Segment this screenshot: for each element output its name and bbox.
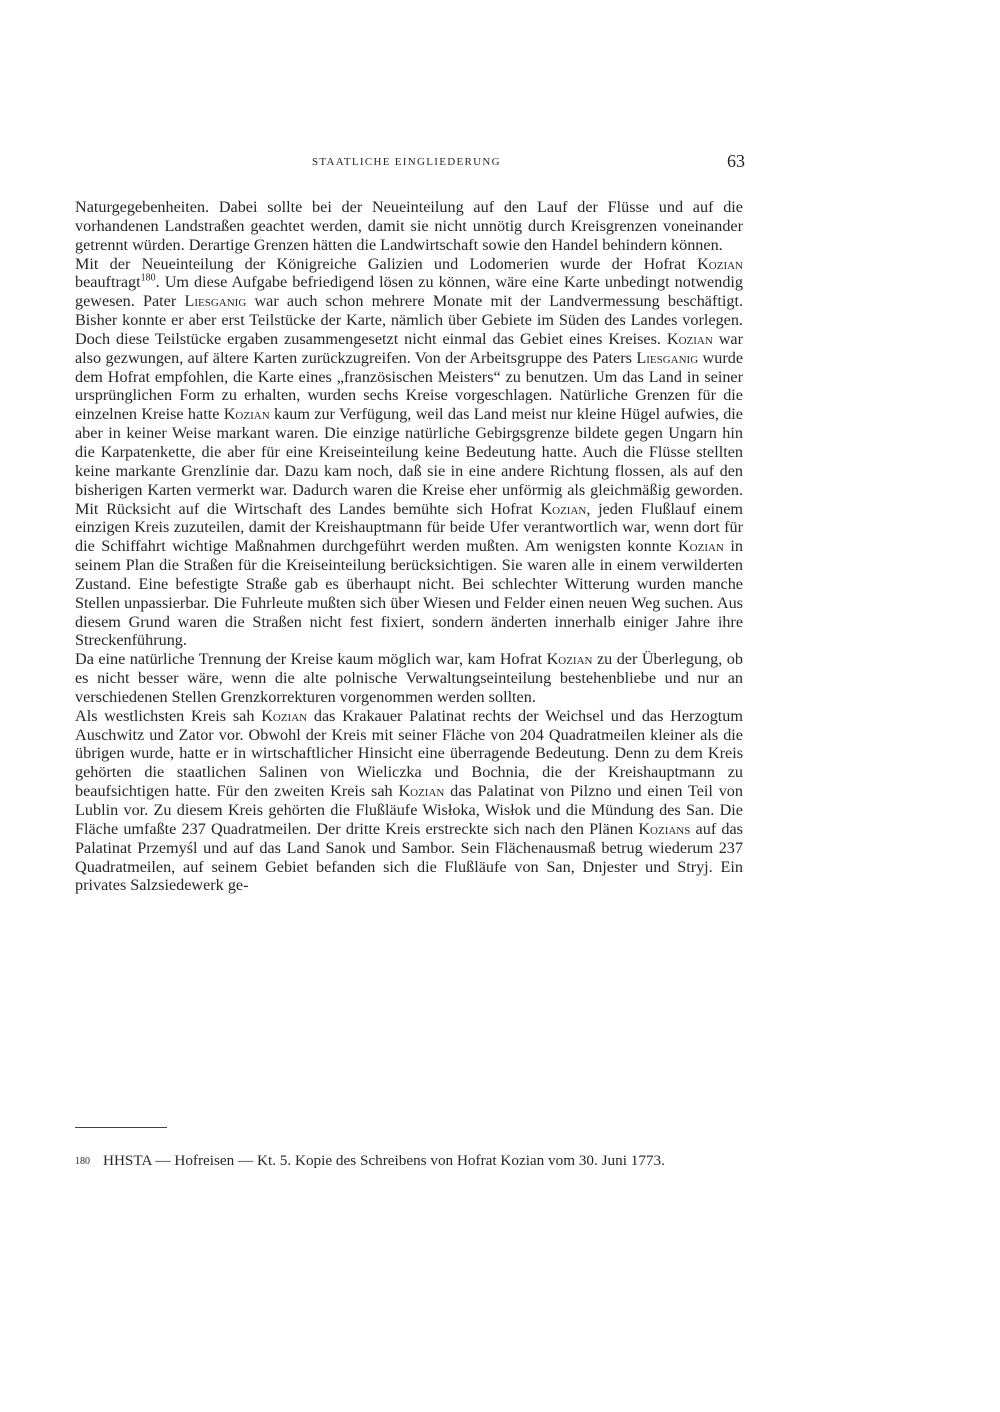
name-kozian: Kozian: [546, 650, 593, 669]
running-title: STAATLICHE EINGLIEDERUNG: [312, 156, 501, 168]
text-run: . Um diese Aufgabe befriedigend lösen zu können, wäre eine Karte unbedingt notwendig gewesen. Pater: [75, 273, 743, 311]
text-run: auf das Palatinat Przemyśl und auf das Land Sanok und Sambor. Sein Flächenausmaß betrug wiederum 237 Quadratmeilen, auf seinem Gebiet befanden sich die Flußläufe von San, Dnjester und Stryj. Ein privates Salzsiedewerk ge-: [75, 819, 743, 895]
text-run: das Krakauer Palatinat rechts der Weichsel und das Herzogtum Auschwitz und Zator vor. Obwohl der Kreis mit seiner Fläche von 204 Quadratmeilen kleiner als die übrigen wurde, hatte er in wirtschaftlicher Hinsicht eine überragende Bedeutung. Denn zu dem Kreis gehörten die staatlichen Salinen von Wieliczka und Bochnia, die der Kreishauptmann zu beaufsichtigen hatte. Für den zweiten Kreis sah: [75, 706, 743, 801]
text-run: Mit der Neueinteilung der Königreiche Galizien und Lodomerien wurde der Hofrat: [75, 254, 698, 273]
name-kozian: Kozian: [666, 329, 713, 348]
text-run: wurde dem Hofrat empfohlen, die Karte eines „französischen Meisters“ zu benutzen. Um das Land in seiner ursprünglichen Form zu erhalten, wurden sechs Kreise vorgeschlagen. Natürliche Grenzen für die einzelnen Kreise hatte: [75, 348, 744, 424]
name-kozian: Kozian: [261, 706, 308, 725]
name-kozians: Kozians: [638, 819, 691, 838]
paragraph-3: [75, 650, 743, 707]
name-kozian: Kozian: [697, 254, 743, 273]
name-liesganig: Liesganig: [636, 348, 699, 367]
main-text: [75, 198, 743, 895]
name-kozian: Kozian: [540, 499, 587, 518]
name-kozian: Kozian: [398, 782, 445, 801]
text-run: kaum zur Verfügung, weil das Land meist nur kleine Hügel aufwies, die aber in keiner Weise markant waren. Die einzige natürliche Gebirgsgrenze bildete gegen Ungarn hin die Karpatenkette, die aber für eine Kreiseinteilung keine Bedeutung hatte. Auch die Flüsse stellten keine markante Grenzlinie dar. Dazu kam noch, daß sie in eine andere Richtung flossen, als auf den bisherigen Karten vermerkt war. Dadurch waren die Kreise eher unförmig als gleichmäßig geworden. Mit Rücksicht auf die Wirtschaft des Landes bemühte sich Hofrat: [75, 405, 743, 518]
footnote: [75, 1152, 743, 1170]
paragraph-4: [75, 707, 743, 895]
text-run: Da eine natürliche Trennung der Kreise kaum möglich war, kam Hofrat: [75, 650, 547, 669]
footnote-reference: 180: [140, 272, 156, 284]
text-run: beauftragt: [75, 273, 141, 292]
footnote-number: 180: [75, 1156, 90, 1167]
name-kozian: Kozian: [677, 537, 724, 556]
text-run: Als westlichsten Kreis sah: [75, 706, 262, 725]
paragraph-2: [75, 255, 743, 651]
footnote-divider: [75, 1127, 167, 1128]
text-run: zu der Überlegung, ob es nicht besser wäre, wenn die alte polnische Verwaltungseinteilung bestehenbliebe und nur an verschiedenen Stellen Grenzkorrekturen vorgenommen werden sollten.: [75, 650, 743, 706]
text-run: war auch schon mehrere Monate mit der Landvermessung beschäftigt. Bisher konnte er aber erst Teilstücke der Karte, nämlich über Gebiete im Süden des Landes vorlegen. Doch diese Teilstücke ergaben zusammengesetzt nicht einmal das Gebiet eines Kreises.: [75, 292, 743, 348]
page-number: 63: [727, 151, 745, 171]
paragraph-1: Naturgegebenheiten. Dabei sollte bei der Neueinteilung auf den Lauf der Flüsse und auf die vorhandenen Landstraßen geachtet werden, damit sie nicht unnötig durch Kreisgrenzen voneinander getrennt würden. Derartige Grenzen hätten die Landwirtschaft sowie den Handel behindern können.: [75, 198, 743, 254]
text-run: , jeden Flußlauf einem einzigen Kreis zuzuteilen, damit der Kreishauptmann für beide Ufer verantwortlich war, wenn dort für die Schiffahrt wichtige Maßnahmen durchgeführt werden mußten. Am wenigsten konnte: [75, 499, 743, 556]
name-liesganig: Liesganig: [184, 292, 247, 311]
text-run: war also gezwungen, auf ältere Karten zurückzugreifen. Von der Arbeitsgruppe des Paters: [75, 329, 743, 367]
name-kozian: Kozian: [223, 405, 270, 424]
text-run: das Palatinat von Pilzno und einen Teil von Lublin vor. Zu diesem Kreis gehörten die Flußläufe Wisłoka, Wisłok und die Mündung des San. Die Fläche umfaßte 237 Quadratmeilen. Der dritte Kreis erstreckte sich nach den Plänen: [75, 782, 743, 838]
text-run: in seinem Plan die Straßen für die Kreiseinteilung berücksichtigen. Sie waren alle in einem verwilderten Zustand. Eine befestigte Straße gab es überhaupt nicht. Bei schlechter Witterung wurden manche Stellen unpassierbar. Die Fuhrleute mußten sich über Wiesen und Felder einen neuen Weg suchen. Aus diesem Grund waren die Straßen nicht fest fixiert, sondern änderten innerhalb einiger Jahre ihre Streckenführung.: [75, 537, 743, 650]
footnote-text: HHSTA — Hofreisen — Kt. 5. Kopie des Schreibens von Hofrat Kozian vom 30. Juni 1773.: [103, 1152, 665, 1169]
